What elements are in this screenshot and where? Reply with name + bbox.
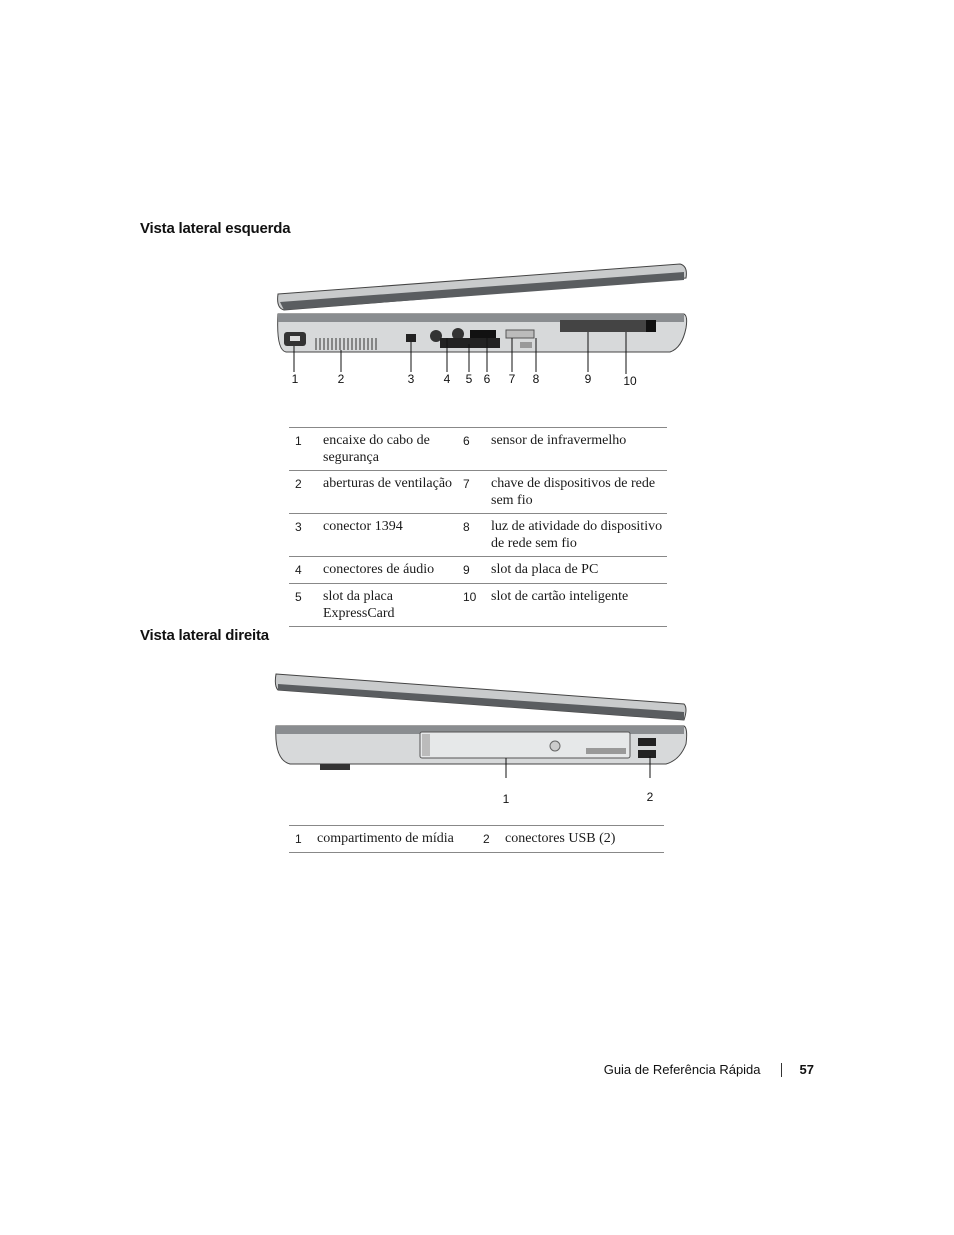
callout-5: 5 [465, 372, 473, 386]
item-label: slot de cartão inteligente [491, 589, 629, 604]
page-number: 57 [799, 1062, 814, 1077]
callout-3: 3 [407, 372, 415, 386]
item-label: chave de dispositivos de rede sem fio [491, 476, 656, 508]
table-row [289, 428, 667, 471]
item-number: 10 [463, 590, 477, 604]
item-number: 6 [463, 434, 470, 448]
item-label: slot da placa de PC [491, 562, 599, 577]
item-number: 2 [483, 832, 490, 846]
right-view-heading: Vista lateral direita [140, 627, 269, 644]
item-label: conectores de áudio [323, 562, 435, 577]
item-number: 4 [295, 563, 302, 577]
item-number: 1 [295, 832, 302, 846]
left-view-legend-table [289, 427, 667, 627]
item-number: 7 [463, 477, 470, 491]
item-label: aberturas de ventilação [323, 476, 453, 491]
item-number: 3 [295, 520, 302, 534]
item-label: sensor de infravermelho [491, 433, 627, 448]
callout-1: 1 [291, 372, 299, 386]
footer-title: Guia de Referência Rápida [603, 1062, 761, 1077]
item-number: 5 [295, 590, 302, 604]
callout-1: 1 [502, 792, 510, 806]
left-view-heading: Vista lateral esquerda [140, 220, 291, 237]
item-label: luz de atividade do dispositivo de rede sem fio [491, 519, 663, 551]
table-row [289, 471, 667, 514]
table-row [289, 826, 664, 853]
item-number: 8 [463, 520, 470, 534]
callout-2: 2 [337, 372, 345, 386]
laptop-left-side-image [270, 258, 690, 388]
page-footer [604, 1062, 814, 1077]
item-number: 2 [295, 477, 302, 491]
table-row [289, 584, 667, 627]
item-label: conector 1394 [323, 519, 403, 534]
item-label: conectores USB (2) [505, 831, 616, 846]
item-label: slot da placa ExpressCard [323, 589, 395, 621]
table-row [289, 557, 667, 584]
item-label: compartimento de mídia [317, 831, 454, 846]
callout-8: 8 [532, 372, 540, 386]
right-view-legend-table [289, 825, 664, 853]
callout-10: 10 [623, 374, 637, 388]
callout-7: 7 [508, 372, 516, 386]
footer-divider [781, 1063, 782, 1077]
item-number: 9 [463, 563, 470, 577]
item-number: 1 [295, 434, 302, 448]
callout-6: 6 [483, 372, 491, 386]
item-label: encaixe do cabo de segurança [323, 433, 430, 465]
table-row [289, 514, 667, 557]
laptop-right-side-image [270, 668, 690, 778]
callout-2: 2 [646, 790, 654, 804]
callout-9: 9 [584, 372, 592, 386]
callout-4: 4 [443, 372, 451, 386]
